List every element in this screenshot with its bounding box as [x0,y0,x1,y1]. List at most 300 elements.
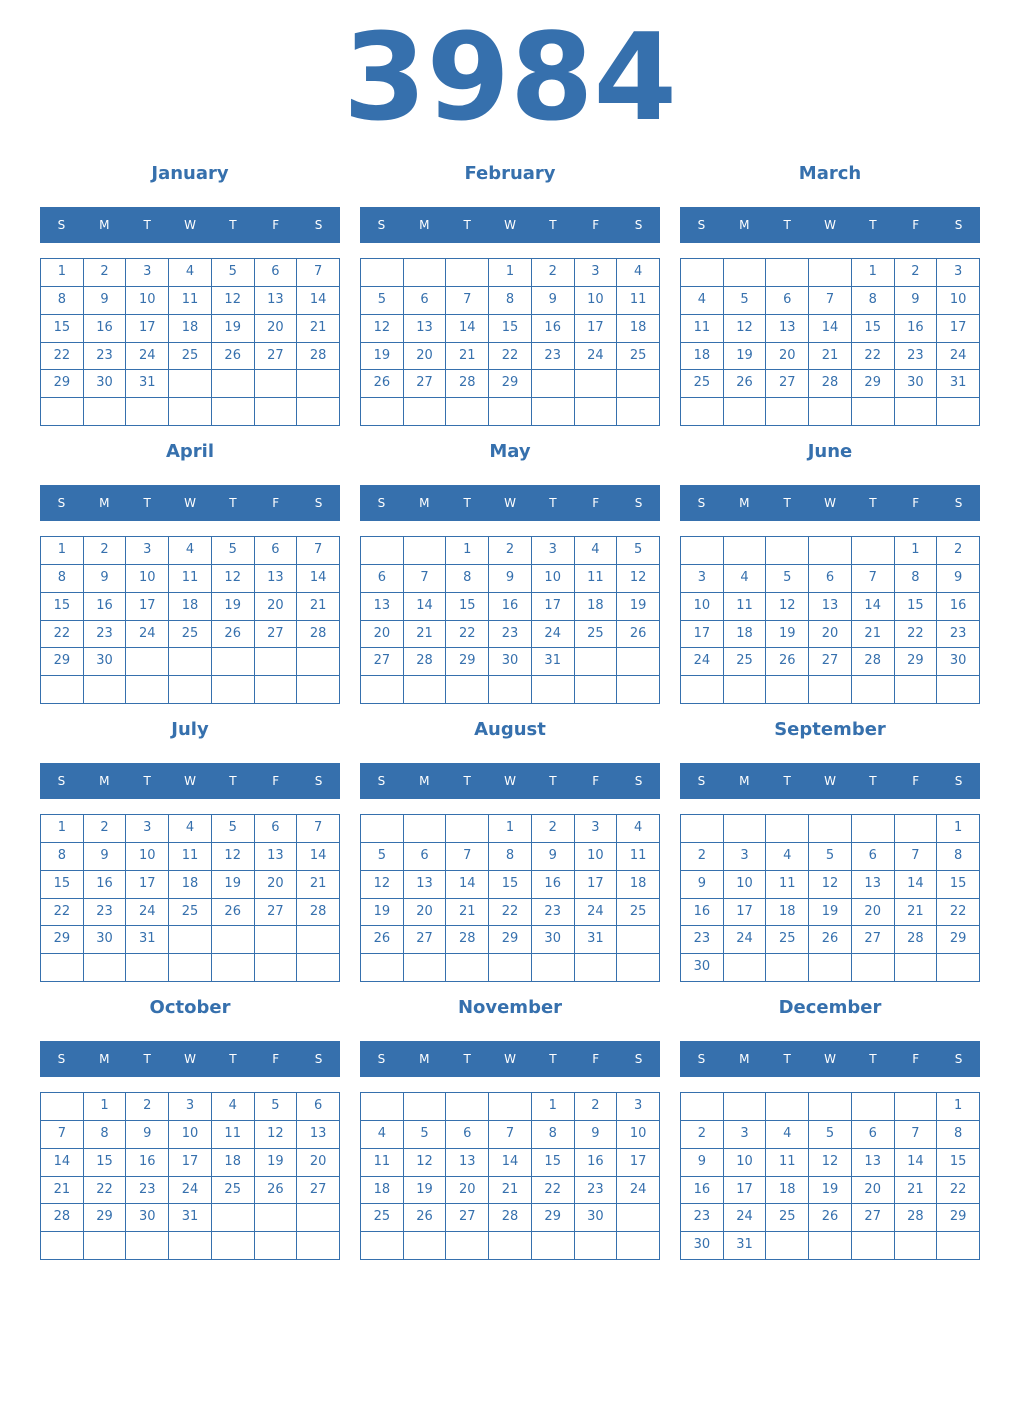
day-cell: 10 [532,565,575,593]
day-cell: 19 [766,621,809,649]
empty-day-cell [809,815,852,843]
empty-day-cell [809,676,852,704]
day-cell: 21 [297,593,340,621]
day-cell: 10 [169,1121,212,1149]
weekday-header [360,763,660,799]
weekday-label: S [57,774,66,788]
empty-day-cell [404,954,447,982]
weekday-label: W [184,1052,196,1066]
day-cell: 10 [126,565,169,593]
empty-day-cell [41,1093,84,1121]
day-cell: 11 [169,565,212,593]
day-cell: 7 [809,287,852,315]
day-cell: 10 [937,287,980,315]
day-cell: 5 [212,537,255,565]
day-cell: 7 [297,815,340,843]
empty-day-cell [681,815,724,843]
weekday-label: S [697,218,706,232]
empty-day-cell [169,676,212,704]
day-cell: 14 [446,871,489,899]
day-cell: 12 [361,315,404,343]
day-cell: 20 [255,871,298,899]
day-cell: 17 [575,315,618,343]
day-cell: 3 [724,843,767,871]
empty-day-cell [446,1232,489,1260]
weekday-label: F [592,218,600,232]
day-cell: 21 [404,621,447,649]
month-name: August [474,719,546,740]
day-cell: 18 [766,1177,809,1205]
day-cell: 21 [895,1177,938,1205]
day-cell: 15 [446,593,489,621]
day-cell: 12 [809,1149,852,1177]
day-cell: 7 [446,843,489,871]
day-cell: 13 [446,1149,489,1177]
day-cell: 24 [169,1177,212,1205]
empty-day-cell [809,954,852,982]
day-cell: 31 [724,1232,767,1260]
day-cell: 29 [852,370,895,398]
day-cell: 23 [681,1204,724,1232]
empty-day-cell [809,537,852,565]
day-cell: 6 [297,1093,340,1121]
empty-day-cell [126,648,169,676]
day-cell: 27 [446,1204,489,1232]
day-cell: 20 [297,1149,340,1177]
month-name: November [457,997,563,1018]
weekday-label: T [783,218,791,232]
day-cell: 14 [404,593,447,621]
day-cell: 8 [532,1121,575,1149]
day-cell: 11 [681,315,724,343]
empty-day-cell [681,537,724,565]
weekday-label: S [377,218,386,232]
weekday-label: T [143,496,151,510]
day-cell: 28 [404,648,447,676]
day-cell: 15 [489,871,532,899]
empty-day-cell [255,370,298,398]
weekday-label: S [954,496,963,510]
day-cell: 26 [361,370,404,398]
day-grid [680,814,980,982]
empty-day-cell [681,398,724,426]
day-cell: 26 [212,343,255,371]
day-cell: 3 [532,537,575,565]
empty-day-cell [212,1232,255,1260]
weekday-label: S [954,1052,963,1066]
weekday-label: S [314,218,323,232]
day-cell: 20 [404,899,447,927]
weekday-label: S [377,1052,386,1066]
weekday-header [680,207,980,243]
day-cell: 2 [681,843,724,871]
day-cell: 10 [681,593,724,621]
day-cell: 13 [766,315,809,343]
day-cell: 9 [489,565,532,593]
day-cell: 6 [404,287,447,315]
weekday-label: T [869,218,877,232]
day-cell: 22 [41,621,84,649]
day-cell: 13 [255,843,298,871]
empty-day-cell [297,676,340,704]
day-cell: 17 [724,1177,767,1205]
weekday-label: S [377,496,386,510]
day-cell: 4 [575,537,618,565]
day-cell: 8 [84,1121,127,1149]
day-grid [40,1092,340,1260]
day-cell: 2 [681,1121,724,1149]
day-cell: 9 [532,843,575,871]
weekday-label: W [184,218,196,232]
day-cell: 17 [126,871,169,899]
weekday-label: T [229,774,237,788]
weekday-label: S [314,774,323,788]
day-cell: 10 [724,871,767,899]
weekday-label: S [314,496,323,510]
day-cell: 19 [361,343,404,371]
day-cell: 1 [532,1093,575,1121]
day-cell: 22 [41,343,84,371]
day-cell: 10 [126,287,169,315]
day-cell: 16 [84,315,127,343]
day-cell: 25 [724,648,767,676]
empty-day-cell [852,1232,895,1260]
day-cell: 19 [361,899,404,927]
empty-day-cell [361,398,404,426]
empty-day-cell [937,1232,980,1260]
day-cell: 14 [895,871,938,899]
empty-day-cell [297,1232,340,1260]
day-cell: 25 [361,1204,404,1232]
weekday-label: T [549,496,557,510]
empty-day-cell [489,676,532,704]
weekday-label: T [463,218,471,232]
empty-day-cell [41,676,84,704]
day-cell: 6 [766,287,809,315]
empty-day-cell [489,398,532,426]
day-cell: 17 [575,871,618,899]
day-cell: 29 [489,370,532,398]
weekday-label: F [272,774,280,788]
weekday-header [40,763,340,799]
day-cell: 30 [84,926,127,954]
day-cell: 29 [895,648,938,676]
day-cell: 31 [937,370,980,398]
day-cell: 19 [617,593,660,621]
day-cell: 22 [532,1177,575,1205]
day-cell: 6 [255,815,298,843]
empty-day-cell [766,954,809,982]
day-cell: 20 [766,343,809,371]
day-cell: 11 [617,287,660,315]
day-cell: 27 [404,370,447,398]
day-cell: 15 [489,315,532,343]
empty-day-cell [126,954,169,982]
empty-day-cell [169,370,212,398]
empty-day-cell [84,954,127,982]
empty-day-cell [766,259,809,287]
day-cell: 9 [532,287,575,315]
weekday-label: T [869,1052,877,1066]
day-cell: 17 [532,593,575,621]
empty-day-cell [404,815,447,843]
day-cell: 15 [41,315,84,343]
empty-day-cell [84,398,127,426]
weekday-label: T [783,496,791,510]
weekday-label: F [592,1052,600,1066]
day-cell: 27 [766,370,809,398]
empty-day-cell [852,398,895,426]
weekday-label: M [99,774,110,788]
weekday-header [680,485,980,521]
day-cell: 28 [852,648,895,676]
day-cell: 3 [126,815,169,843]
empty-day-cell [681,259,724,287]
day-cell: 14 [41,1149,84,1177]
day-cell: 22 [937,899,980,927]
day-cell: 28 [297,899,340,927]
day-cell: 29 [937,926,980,954]
day-cell: 5 [212,259,255,287]
day-cell: 9 [126,1121,169,1149]
day-cell: 8 [446,565,489,593]
day-cell: 11 [169,287,212,315]
day-cell: 2 [84,259,127,287]
weekday-label: W [824,218,836,232]
day-cell: 13 [404,315,447,343]
day-cell: 10 [724,1149,767,1177]
day-cell: 31 [126,370,169,398]
day-cell: 4 [212,1093,255,1121]
weekday-label: S [57,218,66,232]
day-cell: 6 [255,537,298,565]
day-cell: 14 [297,843,340,871]
day-cell: 17 [126,315,169,343]
day-cell: 30 [84,648,127,676]
day-grid [360,258,660,426]
empty-day-cell [532,370,575,398]
empty-day-cell [361,954,404,982]
empty-day-cell [852,676,895,704]
day-cell: 26 [255,1177,298,1205]
day-cell: 4 [617,815,660,843]
day-cell: 20 [446,1177,489,1205]
day-cell: 21 [297,871,340,899]
day-cell: 8 [41,843,84,871]
day-cell: 23 [84,343,127,371]
day-cell: 7 [446,287,489,315]
weekday-label: F [272,1052,280,1066]
day-cell: 27 [361,648,404,676]
empty-day-cell [489,1093,532,1121]
day-cell: 14 [809,315,852,343]
day-cell: 11 [169,843,212,871]
weekday-label: T [869,496,877,510]
day-cell: 27 [852,1204,895,1232]
empty-day-cell [809,398,852,426]
day-cell: 18 [169,871,212,899]
day-cell: 24 [724,1204,767,1232]
day-cell: 5 [361,843,404,871]
day-cell: 16 [681,1177,724,1205]
day-cell: 1 [937,815,980,843]
day-cell: 13 [255,565,298,593]
day-cell: 1 [489,259,532,287]
day-cell: 22 [937,1177,980,1205]
day-cell: 7 [404,565,447,593]
day-cell: 21 [489,1177,532,1205]
weekday-label: T [229,1052,237,1066]
day-cell: 9 [681,871,724,899]
day-cell: 28 [809,370,852,398]
day-cell: 25 [766,1204,809,1232]
day-cell: 6 [255,259,298,287]
empty-day-cell [489,954,532,982]
empty-day-cell [41,954,84,982]
empty-day-cell [169,1232,212,1260]
day-cell: 5 [255,1093,298,1121]
day-cell: 23 [84,899,127,927]
day-cell: 22 [446,621,489,649]
empty-day-cell [852,815,895,843]
weekday-label: M [419,774,430,788]
day-cell: 27 [297,1177,340,1205]
day-cell: 6 [361,565,404,593]
weekday-header [360,485,660,521]
empty-day-cell [617,926,660,954]
day-cell: 26 [361,926,404,954]
weekday-label: T [143,774,151,788]
day-cell: 16 [126,1149,169,1177]
day-cell: 24 [126,621,169,649]
weekday-label: M [739,774,750,788]
day-cell: 2 [84,537,127,565]
day-cell: 25 [212,1177,255,1205]
day-cell: 6 [852,1121,895,1149]
empty-day-cell [126,676,169,704]
weekday-label: T [463,774,471,788]
empty-day-cell [169,648,212,676]
weekday-label: S [634,218,643,232]
weekday-label: F [272,496,280,510]
empty-day-cell [297,648,340,676]
day-cell: 18 [766,899,809,927]
empty-day-cell [724,259,767,287]
day-cell: 7 [895,1121,938,1149]
weekday-header [40,485,340,521]
day-cell: 25 [617,899,660,927]
day-cell: 21 [297,315,340,343]
empty-day-cell [404,259,447,287]
empty-day-cell [212,1204,255,1232]
weekday-label: T [549,1052,557,1066]
day-cell: 18 [169,593,212,621]
weekday-label: M [739,218,750,232]
day-cell: 8 [937,843,980,871]
day-cell: 12 [809,871,852,899]
day-cell: 1 [937,1093,980,1121]
day-cell: 26 [212,621,255,649]
day-cell: 2 [532,815,575,843]
weekday-label: M [99,218,110,232]
day-cell: 4 [766,843,809,871]
day-cell: 31 [532,648,575,676]
weekday-label: M [419,1052,430,1066]
day-cell: 12 [255,1121,298,1149]
weekday-header [40,1041,340,1077]
day-cell: 1 [852,259,895,287]
day-cell: 29 [84,1204,127,1232]
empty-day-cell [724,398,767,426]
empty-day-cell [617,954,660,982]
day-cell: 30 [937,648,980,676]
empty-day-cell [809,259,852,287]
day-cell: 30 [84,370,127,398]
empty-day-cell [766,1232,809,1260]
empty-day-cell [255,398,298,426]
day-cell: 13 [809,593,852,621]
day-cell: 12 [212,287,255,315]
day-cell: 18 [575,593,618,621]
day-cell: 22 [852,343,895,371]
empty-day-cell [724,954,767,982]
day-cell: 23 [681,926,724,954]
day-cell: 18 [212,1149,255,1177]
weekday-label: W [824,1052,836,1066]
day-cell: 29 [532,1204,575,1232]
day-cell: 1 [41,815,84,843]
day-cell: 19 [212,315,255,343]
day-cell: 15 [937,871,980,899]
day-cell: 23 [84,621,127,649]
day-cell: 21 [41,1177,84,1205]
day-cell: 25 [575,621,618,649]
empty-day-cell [617,1204,660,1232]
day-cell: 3 [126,537,169,565]
day-grid [40,814,340,982]
weekday-label: S [314,1052,323,1066]
day-cell: 9 [937,565,980,593]
day-cell: 11 [575,565,618,593]
day-cell: 6 [446,1121,489,1149]
empty-day-cell [169,926,212,954]
empty-day-cell [575,1232,618,1260]
day-cell: 2 [126,1093,169,1121]
day-cell: 28 [895,1204,938,1232]
day-cell: 2 [532,259,575,287]
weekday-label: W [184,496,196,510]
weekday-label: F [592,496,600,510]
weekday-label: T [463,496,471,510]
day-cell: 16 [489,593,532,621]
day-cell: 11 [212,1121,255,1149]
day-cell: 28 [297,621,340,649]
day-cell: 6 [809,565,852,593]
day-cell: 21 [895,899,938,927]
empty-day-cell [126,1232,169,1260]
day-cell: 23 [895,343,938,371]
weekday-label: S [634,1052,643,1066]
day-cell: 8 [852,287,895,315]
empty-day-cell [297,954,340,982]
day-cell: 5 [404,1121,447,1149]
empty-day-cell [126,398,169,426]
day-cell: 26 [766,648,809,676]
empty-day-cell [404,537,447,565]
day-cell: 16 [937,593,980,621]
month-name: January [151,163,229,184]
weekday-label: W [184,774,196,788]
